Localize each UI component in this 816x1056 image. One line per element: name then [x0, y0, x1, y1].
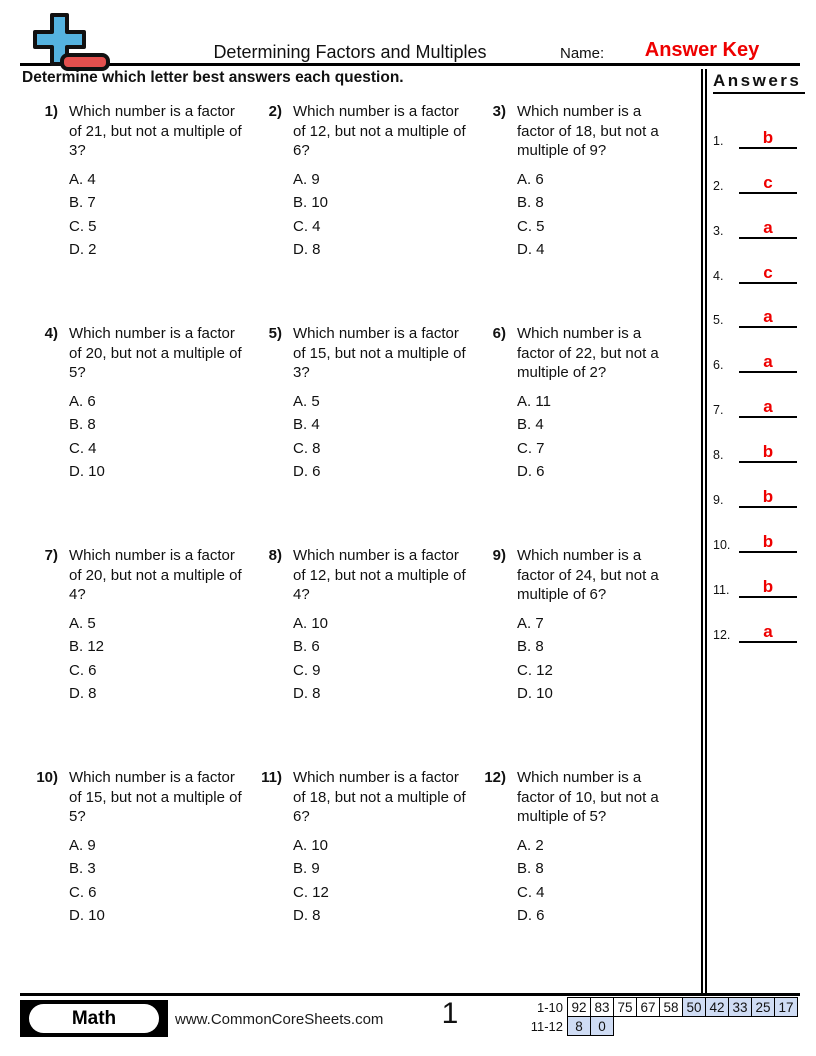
question-number: 12): [484, 769, 506, 786]
answer-letter: a: [739, 352, 797, 373]
question-number: 10): [36, 769, 58, 786]
question-body: [69, 102, 244, 324]
questions-grid: [20, 102, 690, 990]
question-body: [293, 324, 468, 546]
choice-d: D. 8: [293, 241, 321, 258]
answer-number: 7.: [713, 403, 724, 418]
question-text: Which number is a factor of 20, but not a multiple of 4?: [69, 547, 242, 603]
answer-item-11: [713, 553, 800, 598]
choice-b: B. 8: [517, 638, 544, 655]
answer-number: 3.: [713, 223, 724, 238]
score-cell: 42: [706, 998, 729, 1017]
choice-d: D. 2: [69, 241, 97, 258]
answer-letter: b: [739, 128, 797, 149]
answer-letter: a: [739, 218, 797, 239]
choice-b: B. 9: [293, 860, 320, 877]
question-number: 8): [268, 547, 282, 564]
choice-b: B. 4: [293, 416, 320, 433]
question-body: [517, 546, 668, 768]
choice-c: C. 5: [69, 217, 97, 235]
score-cell: 83: [591, 998, 614, 1017]
answer-item-6: [713, 328, 800, 373]
answer-number: 9.: [713, 493, 724, 508]
choice-d: D. 6: [293, 463, 321, 480]
choice-b: B. 3: [69, 860, 96, 877]
page-number: 1: [441, 997, 459, 1030]
choice-a: A. 5: [69, 614, 96, 632]
answer-letter: b: [739, 577, 797, 598]
choice-b: B. 7: [69, 194, 96, 211]
choice-b: B. 6: [293, 638, 320, 655]
question-text: Which number is a factor of 15, but not a multiple of 3?: [293, 325, 466, 381]
choice-b: B. 4: [517, 416, 544, 433]
question-number: 5): [268, 325, 282, 342]
answer-number: 6.: [713, 358, 724, 373]
question-text: Which number is a factor of 15, but not a multiple of 5?: [69, 769, 242, 825]
choice-c: C. 12: [293, 883, 329, 901]
choice-b: B. 8: [517, 860, 544, 877]
name-value-answer-key: Answer Key: [644, 39, 760, 61]
question-9: [468, 546, 668, 768]
answers-panel: [701, 69, 800, 993]
question-text: Which number is a factor of 22, but not a multiple of 2?: [517, 325, 659, 381]
choice-d: D. 6: [517, 907, 545, 924]
question-number: 2): [268, 103, 282, 120]
score-row-11-12: [531, 1017, 798, 1036]
answer-item-4: [713, 239, 800, 284]
question-7: [20, 546, 244, 768]
choice-a: A. 6: [69, 392, 96, 410]
choice-d: D. 8: [293, 685, 321, 702]
answer-number: 10.: [713, 537, 731, 552]
choice-b: B. 10: [293, 194, 329, 211]
choice-c: C. 4: [517, 883, 545, 901]
choice-a: A. 4: [69, 170, 96, 188]
question-8: [244, 546, 468, 768]
choice-a: A. 9: [293, 170, 320, 188]
question-body: [517, 324, 668, 546]
question-text: Which number is a factor of 18, but not a multiple of 6?: [293, 769, 466, 825]
score-cell: 92: [568, 998, 591, 1017]
question-12: [468, 768, 668, 990]
question-number: 9): [492, 547, 506, 564]
choice-a: A. 11: [517, 392, 551, 410]
answer-letter: b: [739, 532, 797, 553]
question-body: [517, 102, 668, 324]
footer: [20, 993, 800, 1056]
choice-a: A. 9: [69, 836, 96, 854]
choice-d: D. 10: [69, 907, 105, 924]
choice-a: A. 10: [293, 836, 329, 854]
answer-item-10: [713, 508, 800, 553]
page-title: Determining Factors and Multiples: [213, 42, 487, 62]
choice-c: C. 5: [517, 217, 545, 235]
choice-c: C. 9: [293, 661, 321, 679]
answer-letter: c: [739, 263, 797, 284]
score-cell: 8: [568, 1017, 591, 1036]
plus-minus-logo-icon: [22, 12, 118, 72]
question-text: Which number is a factor of 24, but not a multiple of 6?: [517, 547, 659, 603]
score-cell: 33: [729, 998, 752, 1017]
score-row-label: 11-12: [530, 1018, 563, 1034]
question-number: 4): [44, 325, 58, 342]
question-number: 6): [492, 325, 506, 342]
choice-d: D. 8: [293, 907, 321, 924]
choice-d: D. 10: [517, 685, 553, 702]
choice-b: B. 12: [69, 638, 105, 655]
choice-d: D. 10: [69, 463, 105, 480]
choice-a: A. 6: [517, 170, 544, 188]
answer-letter: b: [739, 487, 797, 508]
score-table: [531, 997, 798, 1036]
question-11: [244, 768, 468, 990]
subject-badge-label: Math: [29, 1004, 159, 1033]
choice-c: C. 12: [517, 661, 553, 679]
answer-item-8: [713, 418, 800, 463]
question-3: [468, 102, 668, 324]
question-number: 1): [44, 103, 58, 120]
choice-c: C. 4: [69, 439, 97, 457]
score-cell: 58: [660, 998, 683, 1017]
question-text: Which number is a factor of 12, but not a multiple of 4?: [293, 547, 466, 603]
question-text: Which number is a factor of 12, but not a multiple of 6?: [293, 103, 466, 159]
main-area: [20, 69, 800, 993]
commoncoresheets-logo: [22, 12, 118, 77]
question-body: [69, 768, 244, 990]
question-body: [69, 546, 244, 768]
question-6: [468, 324, 668, 546]
answer-item-2: [713, 149, 800, 194]
question-text: Which number is a factor of 21, but not a multiple of 3?: [69, 103, 242, 159]
answer-letter: a: [739, 397, 797, 418]
question-text: Which number is a factor of 20, but not a multiple of 5?: [69, 325, 242, 381]
score-cell: 0: [591, 1017, 614, 1036]
question-2: [244, 102, 468, 324]
question-number: 7): [44, 547, 58, 564]
question-10: [20, 768, 244, 990]
question-number: 3): [492, 103, 506, 120]
question-body: [293, 768, 468, 990]
question-body: [293, 102, 468, 324]
question-5: [244, 324, 468, 546]
answer-letter: a: [739, 622, 797, 643]
choice-d: D. 4: [517, 241, 545, 258]
question-body: [69, 324, 244, 546]
score-cell: 50: [683, 998, 706, 1017]
choice-b: B. 8: [69, 416, 96, 433]
answer-number: 2.: [713, 178, 724, 193]
answer-item-9: [713, 463, 800, 508]
score-cell: 75: [614, 998, 637, 1017]
choice-d: D. 6: [517, 463, 545, 480]
choice-a: A. 10: [293, 614, 329, 632]
choice-a: A. 5: [293, 392, 320, 410]
choice-c: C. 4: [293, 217, 321, 235]
choice-d: D. 8: [69, 685, 97, 702]
answer-letter: a: [739, 307, 797, 328]
website-url: www.CommonCoreSheets.com: [175, 1011, 384, 1028]
answer-number: 12.: [713, 627, 731, 642]
answer-number: 8.: [713, 448, 724, 463]
answer-item-7: [713, 373, 800, 418]
answers-list: [713, 104, 800, 643]
question-text: Which number is a factor of 18, but not a multiple of 9?: [517, 103, 659, 159]
score-cell: 25: [752, 998, 775, 1017]
answer-item-1: [713, 104, 800, 149]
question-4: [20, 324, 244, 546]
choice-c: C. 6: [69, 883, 97, 901]
score-row-1-10: [531, 998, 798, 1017]
answer-item-5: [713, 284, 800, 329]
answer-item-12: [713, 598, 800, 643]
question-body: [293, 546, 468, 768]
answer-number: 11.: [713, 582, 730, 597]
subject-badge: [20, 1000, 168, 1037]
choice-a: A. 7: [517, 614, 544, 632]
name-label: Name:: [560, 45, 605, 62]
choice-c: C. 7: [517, 439, 545, 457]
instructions: Determine which letter best answers each question.: [22, 69, 404, 86]
score-row-label: 1-10: [536, 999, 563, 1015]
choice-c: C. 6: [69, 661, 97, 679]
answer-item-3: [713, 194, 800, 239]
answer-number: 1.: [713, 133, 724, 148]
question-number: 11): [261, 769, 282, 786]
answer-number: 4.: [713, 268, 724, 283]
choice-a: A. 2: [517, 836, 544, 854]
question-body: [517, 768, 668, 990]
answer-letter: c: [739, 173, 797, 194]
choice-c: C. 8: [293, 439, 321, 457]
question-1: [20, 102, 244, 324]
answer-letter: b: [739, 442, 797, 463]
score-cell: 17: [775, 998, 798, 1017]
answer-number: 5.: [713, 313, 724, 328]
answers-panel-title: Answers: [713, 71, 805, 94]
question-text: Which number is a factor of 10, but not a multiple of 5?: [517, 769, 659, 825]
header: [20, 0, 800, 66]
choice-b: B. 8: [517, 194, 544, 211]
score-cell: 67: [637, 998, 660, 1017]
